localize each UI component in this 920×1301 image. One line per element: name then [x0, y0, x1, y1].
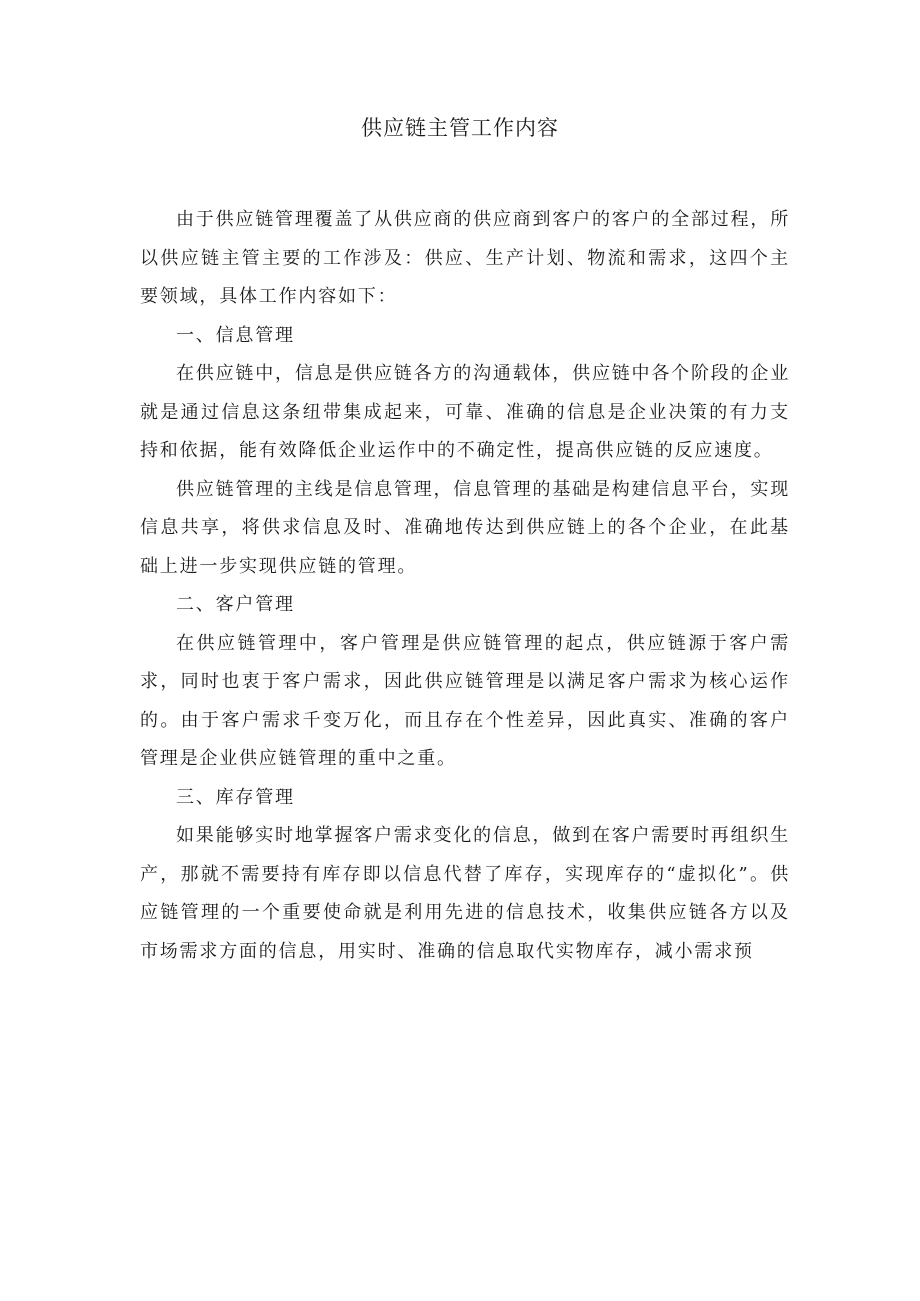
paragraph-customer: 在供应链管理中，客户管理是供应链管理的起点，供应链源于客户需求，同时也衷于客户需求，因此供应链管理是以满足客户需求为核心运作的。由于客户需求千变万化，而且存在个性差异，因此真实、准确的客户管理是企业供应链管理的重中之重。	[140, 632, 790, 769]
paragraph-inventory: 如果能够实时地掌握客户需求变化的信息，做到在客户需要时再组织生产，那就不需要持有库存即以信息代替了库存，实现库存的“虚拟化”。供应链管理的一个重要使命就是利用先进的信息技术，收集供应链各方以及市场需求方面的信息，用实时、准确的信息取代实物库存，减小需求预	[140, 825, 790, 962]
paragraph-information-1: 在供应链中，信息是供应链各方的沟通载体，供应链中各个阶段的企业就是通过信息这条纽带集成起来，可靠、准确的信息是企业决策的有力支持和依据，能有效降低企业运作中的不确定性，提高供应链的反应速度。	[140, 363, 790, 461]
section-heading-information: 一、信息管理	[176, 324, 295, 346]
document-body	[140, 201, 790, 971]
paragraph-information-2: 供应链管理的主线是信息管理，信息管理的基础是构建信息平台，实现信息共享，将供求信息及时、准确地传达到供应链上的各个企业，在此基础上进一步实现供应链的管理。	[140, 478, 790, 577]
section-heading-customer: 二、客户管理	[176, 594, 295, 615]
paragraph-intro: 由于供应链管理覆盖了从供应商的供应商到客户的客户的全部过程，所以供应链主管主要的工作涉及：供应、生产计划、物流和需求，这四个主要领域，具体工作内容如下：	[140, 209, 790, 307]
section-heading-inventory: 三、库存管理	[176, 786, 295, 808]
document-title: 供应链主管工作内容	[361, 116, 559, 140]
